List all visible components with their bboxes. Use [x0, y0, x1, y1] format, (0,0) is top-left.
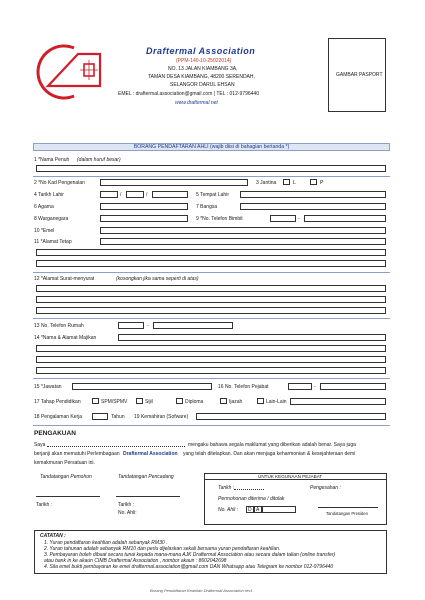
declaration-line2-start: berjanji akan mematuhi Perlembagaan	[34, 451, 120, 457]
proposer-signature-line[interactable]	[116, 496, 180, 497]
declaration-line1-end: mengaku bahawa segala maklumat yang diberikan adalah benar. Saya juga	[188, 442, 356, 448]
declaration-line1-start: Saya	[34, 442, 46, 448]
passport-photo-label: GAMBAR PASPORT	[336, 72, 383, 78]
ic-number-input[interactable]	[100, 179, 248, 186]
member-number-input[interactable]	[262, 506, 296, 513]
gender-female-checkbox[interactable]	[310, 179, 317, 185]
permanent-address-input-3[interactable]	[36, 260, 386, 267]
office-approver-label: Pengesahan :	[310, 485, 341, 491]
edu-other-label: Lain-Lain	[266, 399, 287, 405]
edu-ijazah-checkbox[interactable]	[220, 398, 227, 404]
association-logo	[34, 42, 110, 102]
office-phone-number-input[interactable]	[320, 383, 386, 390]
note-3b: atau bank in ke akaun CIMB Draftermal Association , nombor akaun : 8602042698	[44, 558, 227, 564]
office-date-label: Tarikh :	[218, 485, 235, 491]
field-13-label: 13 No. Telefon Rumah	[34, 323, 84, 329]
registration-number: (PPM-140-10-25022014)	[176, 58, 232, 64]
permanent-address-input-1[interactable]	[100, 238, 386, 245]
field-1-label: 1 *Nama Penuh	[34, 157, 70, 163]
edu-spm-checkbox[interactable]	[92, 398, 99, 404]
field-10-label: 10 *Emel	[34, 228, 55, 234]
page-footer: Borang Pendaftaran Keahlian Draftermal Association rev1	[150, 588, 253, 593]
declaration-title: PENGAKUAN	[34, 430, 76, 437]
nationality-input[interactable]	[100, 215, 188, 222]
employer-input-4[interactable]	[36, 367, 386, 374]
dob-separator-1: /	[120, 192, 122, 198]
address-line-1: NO. 13 JALAN KIAMBANG 3A,	[168, 66, 238, 72]
field-12-label: 12 *Alamat Surat-menyurat	[34, 276, 95, 282]
form-title: BORANG PENDAFTARAN AHLI (wajib diisi di bahagian bertanda *)	[33, 143, 390, 151]
field-15-label: 15 *Jawatan	[34, 384, 62, 390]
declarant-name-input[interactable]	[47, 441, 185, 447]
applicant-date-label: Tarikh :	[36, 502, 53, 508]
office-approval-status: Permohonan diterima / ditolak	[218, 496, 285, 502]
gender-female-label: P	[320, 180, 324, 186]
applicant-signature-line[interactable]	[36, 496, 100, 497]
president-signature-line[interactable]	[318, 507, 378, 508]
position-input[interactable]	[72, 383, 212, 390]
office-use-title: UNTUK KEGUNAAN PEJABAT	[258, 474, 323, 479]
field-1-hint: (dalam huruf besar)	[77, 157, 121, 163]
divider	[33, 318, 390, 319]
edu-spm-label: SPM/SPMV	[101, 399, 128, 405]
office-phone-dash: -	[314, 384, 316, 390]
home-phone-dash: -	[147, 323, 149, 329]
permanent-address-input-2[interactable]	[36, 249, 386, 256]
employer-input-2[interactable]	[36, 345, 386, 352]
org-name: Draftermal Association	[146, 46, 256, 56]
field-5-label: 5 Tempat Lahir	[196, 192, 229, 198]
field-4-label: 4 Tarikh Lahir	[34, 192, 64, 198]
field-3-label: 3 Jantina	[256, 180, 277, 186]
applicant-signature-label: Tandatangan Pemohon	[40, 474, 92, 480]
edu-sijil-label: Sijil	[145, 399, 153, 405]
mobile-number-input[interactable]	[304, 215, 386, 222]
declaration-line3: kemakmuran Persatuan ini.	[34, 460, 95, 466]
mobile-prefix-input[interactable]	[270, 215, 296, 222]
address-line-2: TAMAN DESA KIAMBANG, 48200 SERENDAH,	[148, 74, 255, 80]
edu-sijil-checkbox[interactable]	[136, 398, 143, 404]
notes-title: CATATAN :	[40, 533, 66, 539]
field-14-label: 14 *Nama & Alamat Majikan	[34, 335, 97, 341]
gender-male-label: L	[293, 180, 296, 186]
note-1: 1. Yuran pendaftaran keahlian adalah sebanyak RM30 .	[44, 540, 168, 546]
field-19-label: 19 Kemahiran (Sofware)	[134, 414, 189, 420]
email-input[interactable]	[100, 227, 386, 234]
edu-diploma-label: Diploma	[185, 399, 204, 405]
divider	[33, 272, 390, 273]
proposer-member-no-label: No. Ahli:	[118, 510, 137, 516]
address-line-3: SELANGOR DARUL EHSAN	[170, 82, 235, 88]
field-16-label: 16 No. Telefon Pejabat	[218, 384, 269, 390]
mobile-dash: -	[298, 216, 300, 222]
field-9-label: 9 *No. Telefon Bimbit	[196, 216, 243, 222]
race-input[interactable]	[240, 203, 386, 210]
office-member-no-label: No. Ahli :	[218, 507, 239, 513]
edu-ijazah-label: Ijazah	[229, 399, 243, 405]
proposer-signature-label: Tandatangan Pencadang	[118, 474, 174, 480]
birthplace-input[interactable]	[240, 191, 386, 198]
field-12-hint: (kosongkan jika sama seperti di atas)	[116, 276, 199, 282]
employer-input-1[interactable]	[118, 334, 386, 341]
experience-unit: Tahun	[111, 414, 125, 420]
edu-other-input[interactable]	[290, 398, 386, 405]
field-8-label: 8 Warganegara	[34, 216, 69, 222]
office-phone-prefix-input[interactable]	[288, 383, 312, 390]
full-name-input[interactable]	[36, 165, 386, 172]
dob-year-input[interactable]	[152, 191, 188, 198]
experience-years-input[interactable]	[92, 413, 108, 420]
dob-month-input[interactable]	[126, 191, 144, 198]
office-date-input[interactable]	[234, 484, 264, 490]
divider	[33, 378, 390, 379]
note-4: 4. Sila emel bukti pembayaran ke emel draftermal.association@gmail.com DAN Whatsapp atau Telegram ke nombor 012-9796440	[44, 564, 334, 570]
home-phone-prefix-input[interactable]	[118, 322, 144, 329]
note-3a: 3. Pembayaran boleh dibuat secara tunai kepada mana-mana AJK Draftermal Association atau secara dalam talian (online transfer)	[44, 552, 336, 558]
divider	[33, 425, 390, 426]
gender-male-checkbox[interactable]	[283, 179, 290, 185]
contact-line: EMEL : draftermal.association@gmail.com | TEL : 012-9796440	[118, 91, 259, 97]
employer-input-3[interactable]	[36, 356, 386, 363]
website: www.draftermal.net	[175, 100, 218, 106]
dob-day-input[interactable]	[100, 191, 118, 198]
field-2-label: 2 *No Kad Pengenalan	[34, 180, 85, 186]
declaration-line2-org: Draftermal Association	[123, 451, 178, 457]
proposer-date-label: Tarikh :	[118, 502, 135, 508]
mailing-address-input-2[interactable]	[36, 296, 386, 303]
home-phone-number-input[interactable]	[153, 322, 233, 329]
dob-separator-2: /	[146, 192, 148, 198]
field-18-label: 18 Pengalaman Kerja	[34, 414, 83, 420]
note-2: 2. Yuran tahunan adalah sebanyak RM10 dan perlu dijelaskan sekali bersama yuran pendaftaran keahlian.	[44, 546, 281, 552]
field-7-label: 7 Bangsa	[196, 204, 218, 210]
field-6-label: 6 Agama	[34, 204, 54, 210]
edu-other-checkbox[interactable]	[257, 398, 264, 404]
declaration-line2-end: yang telah ditetapkan. Dan akan menjaga keharmonian & kesejahteraan demi	[183, 451, 356, 457]
mailing-address-input-3[interactable]	[36, 307, 386, 314]
edu-diploma-checkbox[interactable]	[176, 398, 183, 404]
president-signature-label: Tandatangan Presiden	[326, 511, 368, 516]
mailing-address-input-1[interactable]	[36, 285, 386, 292]
software-skills-input[interactable]	[196, 413, 386, 420]
divider	[33, 176, 390, 177]
field-17-label: 17 Tahap Pendidikan	[34, 399, 81, 405]
field-11-label: 11 *Alamat Tetap	[34, 239, 72, 245]
religion-input[interactable]	[100, 203, 188, 210]
member-prefix-a-text: A	[256, 507, 260, 513]
member-prefix-d-text: D	[248, 507, 252, 513]
